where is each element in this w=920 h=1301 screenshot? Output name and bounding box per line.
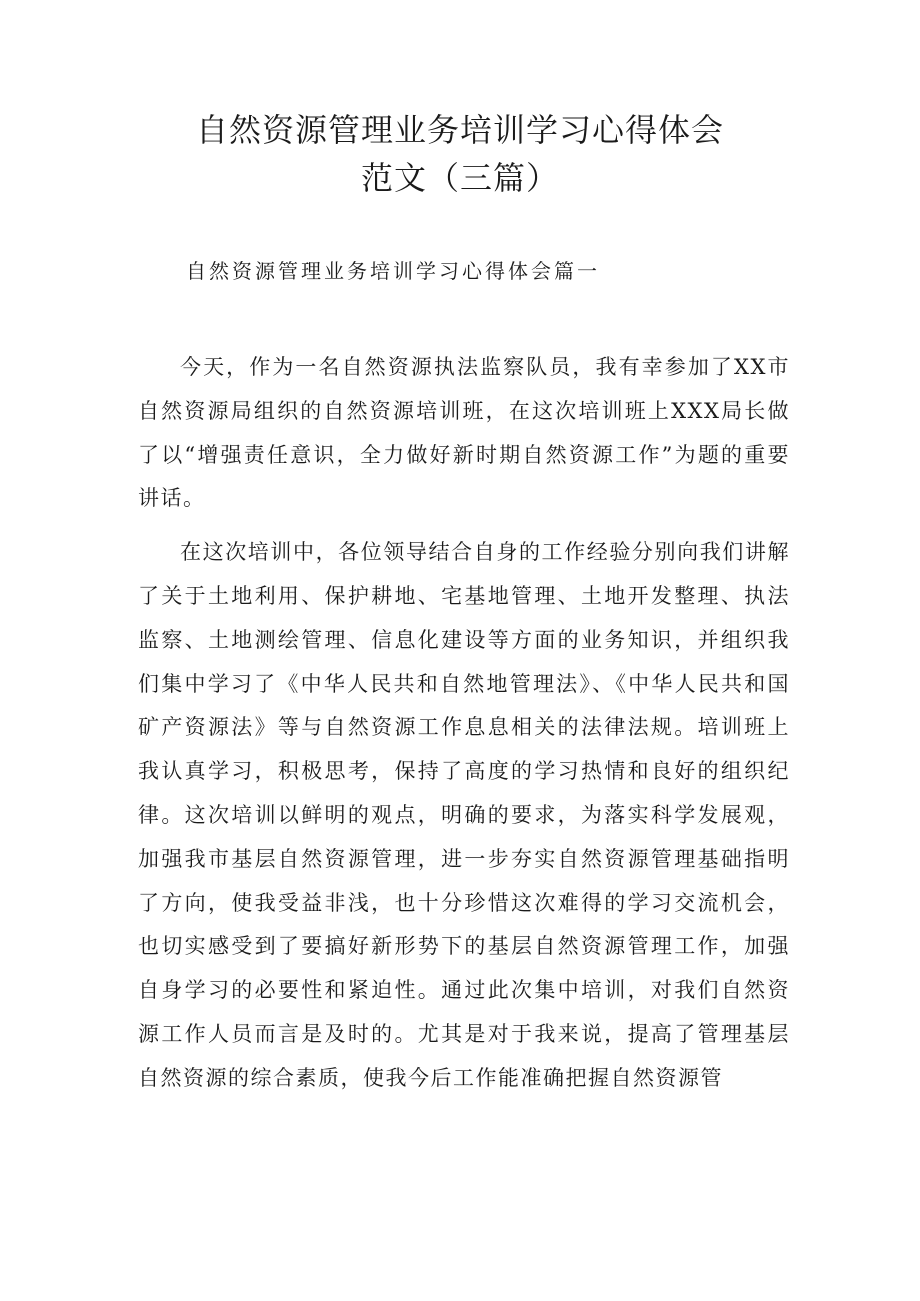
- document-title-line-2: 范文（三篇）: [360, 159, 559, 197]
- paragraph-2: 在这次培训中，各位领导结合自身的工作经验分别向我们讲解了关于土地利用、保护耕地、宅基地管理、土地开发整理、执法监察、土地测绘管理、信息化建设等方面的业务知识，并组织我们集中学习了《中华人民共和自然地管理法》、《中华人民共和国矿产资源法》等与自然资源工作息息相关的法律法规。培训班上我认真学习，积极思考，保持了高度的学习热情和良好的组织纪律。这次培训以鲜明的观点，明确的要求，为落实科学发展观，加强我市基层自然资源管理，进一步夯实自然资源管理基础指明了方向，使我受益非浅，也十分珍惜这次难得的学习交流机会，也切实感受到了要搞好新形势下的基层自然资源管理工作，加强自身学习的必要性和紧迫性。通过此次集中培训，对我们自然资源工作人员而言是及时的。尤其是对于我来说，提高了管理基层自然资源的综合素质，使我今后工作能准确把握自然资源管: [138, 540, 790, 1090]
- paragraph-1: 今天，作为一名自然资源执法监察队员，我有幸参加了XX市自然资源局组织的自然资源培训班，在这次培训班上XXX局长做了以“增强责任意识，全力做好新时期自然资源工作”为题的重要讲话。: [138, 355, 790, 511]
- section-heading: 自然资源管理业务培训学习心得体会篇一: [186, 259, 600, 283]
- document-title-line-1: 自然资源管理业务培训学习心得体会: [195, 111, 724, 149]
- document-body: [138, 346, 790, 1111]
